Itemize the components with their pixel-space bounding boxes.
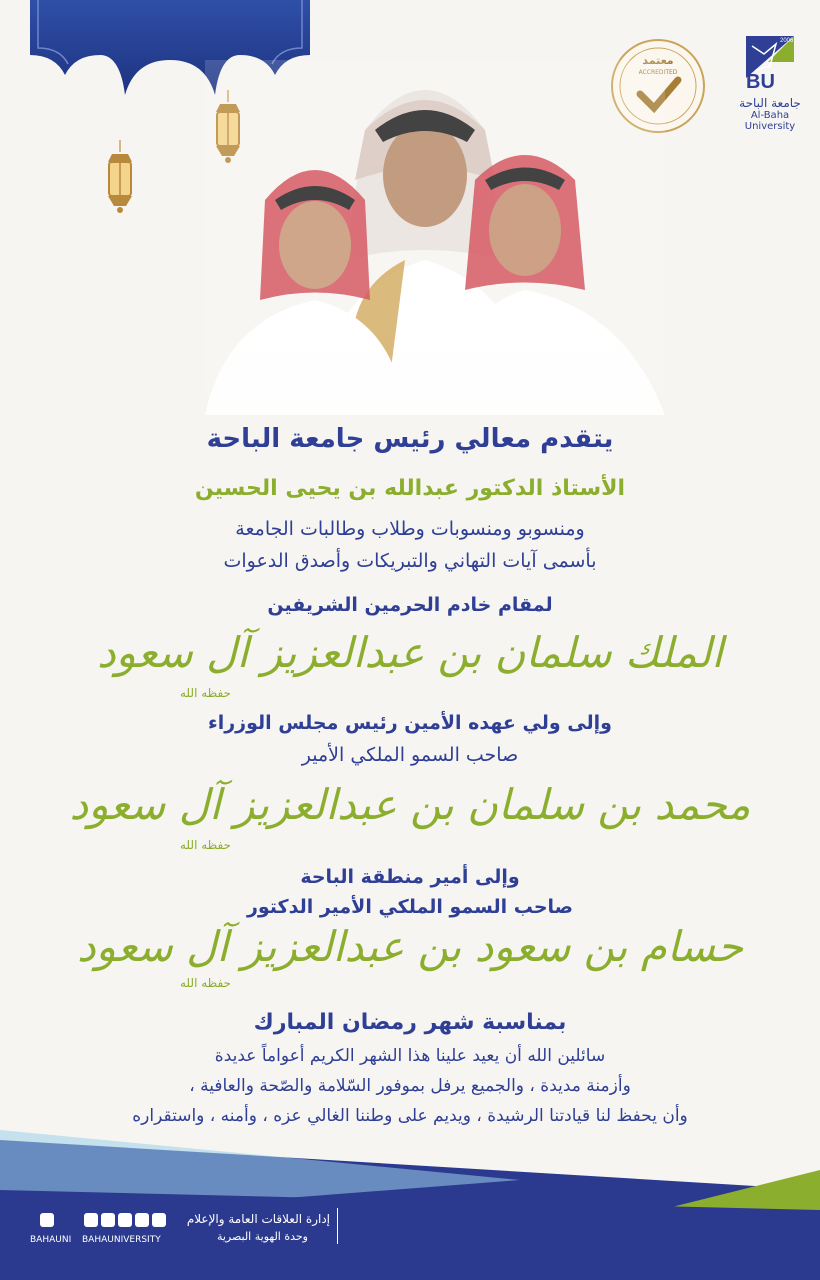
social-handle-1[interactable]: BAHAUNI bbox=[30, 1235, 72, 1245]
accreditation-label-en: ACCREDITED bbox=[638, 69, 678, 76]
snapchat-icon[interactable] bbox=[40, 1213, 54, 1227]
president-name: الأستاذ الدكتور عبدالله بن يحيى الحسين bbox=[194, 476, 626, 501]
twitter-icon[interactable] bbox=[84, 1213, 98, 1227]
footer-divider bbox=[337, 1208, 338, 1244]
logo-mark-text: BU bbox=[746, 71, 775, 90]
youtube-icon[interactable] bbox=[152, 1213, 166, 1227]
honorific-governor: حفظه الله bbox=[180, 976, 231, 990]
lantern-icon bbox=[100, 140, 140, 220]
from-line-1: ومنسوبو ومنسوبات وطلاب وطالبات الجامعة bbox=[235, 518, 585, 540]
honorific-king: حفظه الله bbox=[180, 686, 231, 700]
governor-intro-2: صاحب السمو الملكي الأمير الدكتور bbox=[246, 896, 574, 918]
wish-line-3: وأن يحفظ لنا قيادتنا الرشيدة ، ويديم على وطننا الغالي عزه ، وأمنه ، واستقراره bbox=[132, 1106, 688, 1126]
instagram-icon[interactable] bbox=[135, 1213, 149, 1227]
logo-year-text: 2006 bbox=[780, 38, 794, 44]
wish-line-1: سائلين الله أن يعيد علينا هذا الشهر الكريم أعواماً عديدة bbox=[214, 1046, 606, 1066]
from-line-2: بأسمى آيات التهاني والتبريكات وأصدق الدعوات bbox=[223, 550, 597, 572]
facebook-icon[interactable] bbox=[101, 1213, 115, 1227]
university-logo-mark bbox=[742, 32, 798, 90]
university-name-ar: جامعة الباحة bbox=[739, 96, 801, 110]
accreditation-label-ar: معتمد bbox=[642, 54, 674, 67]
leaders-portrait-image bbox=[205, 60, 665, 415]
king-intro: لمقام خادم الحرمين الشريفين bbox=[267, 594, 553, 616]
occasion-title: بمناسبة شهر رمضان المبارك bbox=[253, 1010, 567, 1035]
footer-department-1: إدارة العلاقات العامة والإعلام bbox=[186, 1212, 330, 1226]
linkedin-icon[interactable] bbox=[118, 1213, 132, 1227]
governor-name-calligraphy: حسام بن سعود بن عبدالعزيز آل سعود bbox=[76, 922, 744, 971]
footer-band bbox=[0, 1130, 820, 1280]
governor-intro-1: وإلى أمير منطقة الباحة bbox=[300, 866, 520, 888]
king-name-calligraphy: الملك سلمان بن عبدالعزيز آل سعود bbox=[96, 628, 724, 677]
crown-prince-intro-1: وإلى ولي عهده الأمين رئيس مجلس الوزراء bbox=[208, 712, 612, 734]
wish-line-2: وأزمنة مديدة ، والجميع يرفل بموفور السّلامة والصّحة والعافية ، bbox=[189, 1076, 631, 1096]
honorific-crown-prince: حفظه الله bbox=[180, 838, 231, 852]
footer-department-2: وحدة الهوية البصرية bbox=[216, 1230, 308, 1243]
crown-prince-name-calligraphy: محمد بن سلمان بن عبدالعزيز آل سعود bbox=[69, 780, 751, 829]
social-handle-2[interactable]: BAHAUNIVERSITY bbox=[82, 1235, 161, 1245]
crown-prince-intro-2: صاحب السمو الملكي الأمير bbox=[301, 744, 519, 766]
university-name-en: Al-Baha University bbox=[744, 110, 796, 132]
headline: يتقدم معالي رئيس جامعة الباحة bbox=[206, 424, 614, 454]
university-logo bbox=[730, 32, 810, 142]
